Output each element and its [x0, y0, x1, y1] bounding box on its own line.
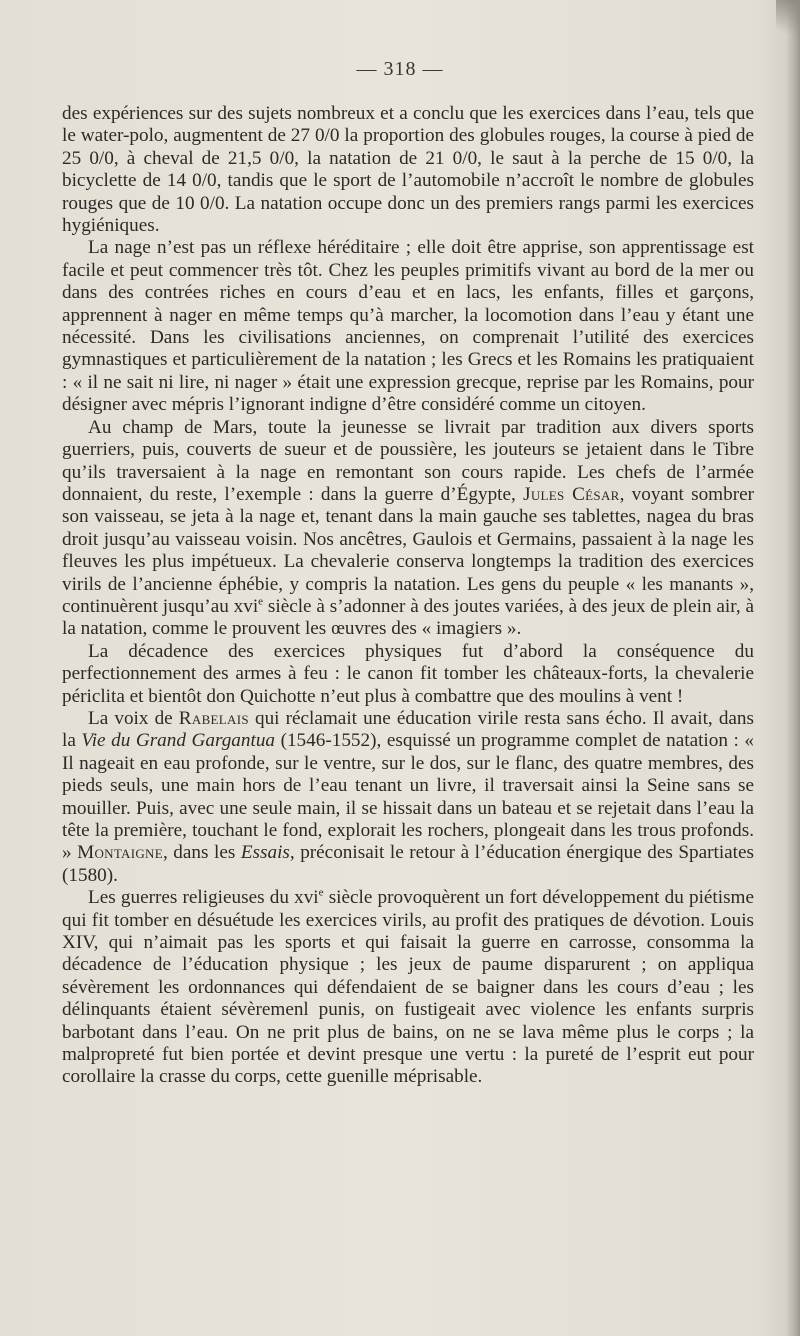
- text-run: La voix de: [88, 707, 179, 729]
- paragraph: [62, 887, 754, 1089]
- book-title: Vie du Grand Gargantua: [81, 730, 276, 752]
- paragraph: [62, 641, 754, 708]
- author-name: Jules César: [523, 483, 620, 505]
- text-run: , dans les: [162, 842, 241, 864]
- text-run: Au champ de Mars, toute la jeunesse se livrait par tradition aux divers sports guerriers, puis, couverts de sueur et de poussière, les jouteurs se jetaient dans le Tibre qu’ils traversaient à la nage en remontant son cours rapide. Les chefs de l’armée donnaient, du reste, l’exemple : dans la guerre d’Égypte,: [62, 416, 754, 505]
- text-run: des expériences sur des sujets nombreux et a conclu que les exercices dans l’eau, tels que le water-polo, augmentent de 27 0/0 la proportion des globules rouges, la course à pied de 25 0/0, à cheval de 21,5 0/0, la natation de 21 0/0, le saut à la perche de 15 0/0, la bicyclette de 14 0/0, tandis que le sport de l’automobile n’accroît le nombre de globules rouges que de 10 0/0. La natation occupe donc un des premiers rangs parmi les exercices hygiéniques.: [62, 103, 754, 237]
- paragraph: [62, 103, 754, 237]
- page-number: — 318 —: [356, 58, 444, 80]
- text-run: qui réclamait une éducation virile resta sans écho. Il avait, dans la: [62, 707, 754, 752]
- text-run: , préconisait le retour à l’éducation énergique des Spartiates (1580).: [62, 842, 754, 886]
- superscript: e: [258, 595, 264, 608]
- text-run: siècle à s’adonner à des joutes variées, à des jeux de plein air, à la natation, comme le prouvent les œuvres des « imagiers ».: [62, 595, 754, 640]
- paragraph: [62, 708, 754, 887]
- paragraph: [62, 417, 754, 641]
- text-run: La décadence des exercices physiques fut d’abord la conséquence du perfectionnement des armes à feu : le canon fit tomber les châteaux-forts, la chevalerie périclita et bientôt don Quichotte n’eut plus à combattre que des moulins à vent !: [62, 640, 754, 707]
- author-name: Rabelais: [178, 707, 249, 729]
- page-corner-shadow: [776, 0, 800, 40]
- text-run: Les guerres religieuses du xvi: [88, 887, 319, 909]
- paragraph: [62, 237, 754, 416]
- book-title: Essais: [240, 842, 290, 864]
- superscript: e: [318, 886, 324, 899]
- text-run: , voyant sombrer son vaisseau, se jeta à la nage et, tenant dans la main gauche ses tablettes, nagea du bras droit jusqu’au vaisseau voisin. Nos ancêtres, Gaulois et Germains, passaient à la nage les fleuves les plus impétueux. La chevalerie conserva longtemps la tradition des exercices virils de l’ancienne éphébie, y compris la natation. Les gens du peuple « les manants », continuèrent jusqu’au xvi: [62, 483, 754, 617]
- text-run: (1546-1552), esquissé un programme complet de natation : « Il nageait en eau profonde, sur le ventre, sur le dos, sur le flanc, des quatre membres, des pieds seuls, une main hors de l’eau tenant un livre, il traversait ainsi la Seine sans se mouiller. Puis, avec une seule main, il se hissait dans un bateau et se rejetait dans l’eau la tête la première, touchant le fond, explorait les rochers, plongeait dans les trous profonds. »: [62, 730, 754, 864]
- text-run: La nage n’est pas un réflexe héréditaire ; elle doit être apprise, son apprentissage est facile et peut commencer très tôt. Chez les peuples primitifs vivant au bord de la mer ou dans des contrées riches en cours d’eau et en lacs, les enfants, filles et garçons, apprennent à nager en même temps qu’à marcher, la locomotion dans l’eau y étant une nécessité. Dans les civilisations anciennes, on comprenait l’utilité des exercices gymnastiques et particulièrement de la natation ; les Grecs et les Romains les pratiquaient : « il ne sait ni lire, ni nager » était une expression grecque, reprise par les Romains, pour désigner avec mépris l’ignorant indigne d’être considéré comme un citoyen.: [62, 237, 754, 416]
- text-run: siècle provoquèrent un fort développement du piétisme qui fit tomber en désuétude les exercices virils, au profit des pratiques de dévotion. Louis XIV, qui n’aimait pas les sports et qui faisait la guerre en carrosse, consomma la décadence de l’éducation physique ; les jeux de paume disparurent ; on appliqua sévèrement les ordonnances qui défendaient de se baigner dans les cours d’eau ; les délinquants étaient sévèremenl punis, on fustigeait avec violence les enfants surpris barbotant dans l’eau. On ne prit plus de bains, on ne se lava même plus le corps ; la malpropreté fut bien portée et devint presque une vertu : la pureté de l’esprit eut pour corollaire la crasse du corps, cette guenille méprisable.: [62, 887, 754, 1088]
- body-text: [62, 103, 754, 1089]
- author-name: Montaigne: [77, 842, 163, 864]
- page-edge-shadow: [786, 0, 800, 1336]
